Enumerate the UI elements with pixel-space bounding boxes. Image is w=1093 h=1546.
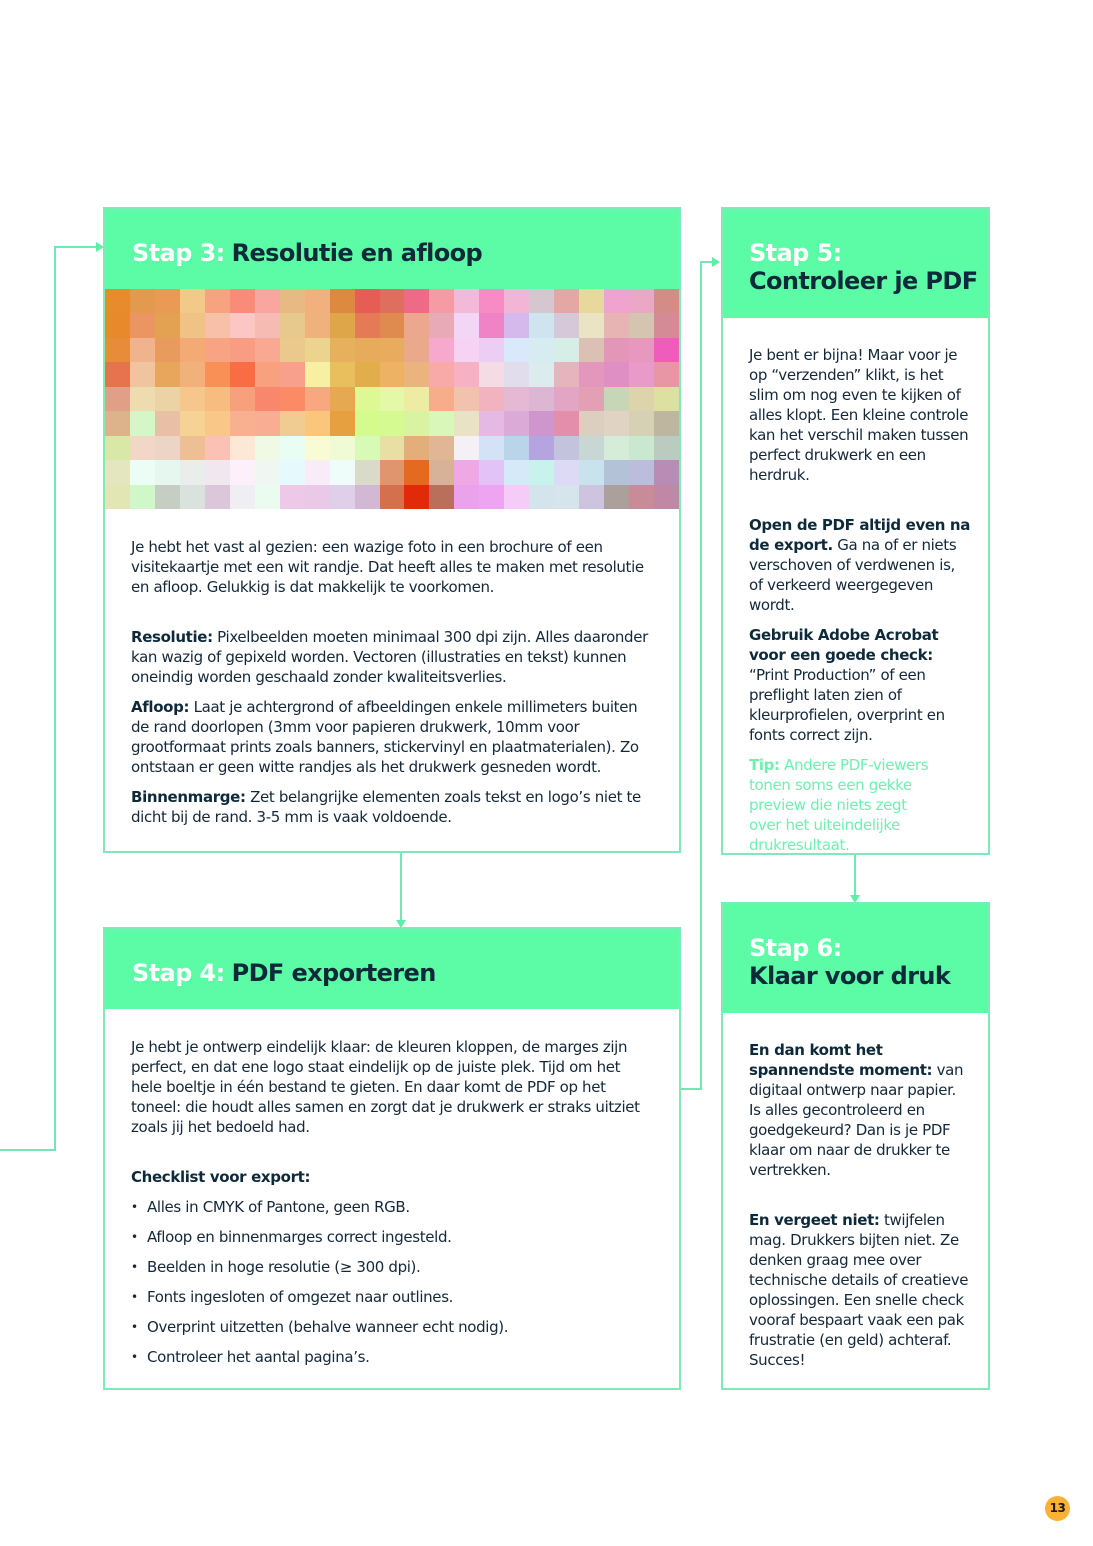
- mosaic-tile: [380, 436, 405, 460]
- mosaic-tile: [305, 436, 330, 460]
- mosaic-tile: [604, 460, 629, 484]
- checklist-item: • Fonts ingesloten of omgezet naar outlines.: [131, 1287, 653, 1317]
- mosaic-tile: [180, 338, 205, 362]
- mosaic-tile: [155, 338, 180, 362]
- mosaic-tile: [479, 436, 504, 460]
- mosaic-tile: [105, 485, 130, 509]
- stap5-intro: Je bent er bijna! Maar voor je op “verzenden” klikt, is het slim om nog even te kijken of alles klopt. Een kleine controle kan het verschil maken tussen perfect drukwerk en een herdruk.: [749, 346, 969, 484]
- mosaic-tile: [380, 411, 405, 435]
- mosaic-tile: [429, 411, 454, 435]
- mosaic-tile: [529, 289, 554, 313]
- mosaic-tile: [205, 436, 230, 460]
- mosaic-tile: [579, 362, 604, 386]
- connector-mid-vertical: [700, 261, 702, 1090]
- stap3-item: Afloop: Laat je achtergrond of afbeeldingen enkele millimeters buiten de rand doorlopen (3mm voor papieren drukwerk, 10mm voor grootformaat prints zoals banners, stickervinyl en plaatmaterialen). Zo ontstaan er geen witte randjes als het drukwerk gesneden wordt.: [131, 698, 639, 776]
- mosaic-tile: [230, 460, 255, 484]
- stap6-title: Klaar voor druk: [749, 962, 951, 990]
- stap3-card: [103, 207, 681, 853]
- checklist-item: • Overprint uitzetten (behalve wanneer echt nodig).: [131, 1317, 653, 1347]
- arrow-into-stap5-icon: [712, 257, 720, 267]
- mosaic-tile: [654, 289, 679, 313]
- mosaic-tile: [130, 338, 155, 362]
- mosaic-tile: [479, 338, 504, 362]
- mosaic-tile: [454, 289, 479, 313]
- mosaic-tile: [604, 387, 629, 411]
- mosaic-tile: [230, 485, 255, 509]
- mosaic-tile: [330, 289, 355, 313]
- stap6-step-label: Stap 6:: [749, 934, 842, 962]
- mosaic-tile: [355, 362, 380, 386]
- stap3-step-label: Stap 3:: [132, 239, 225, 267]
- mosaic-tile: [429, 313, 454, 337]
- mosaic-tile: [604, 436, 629, 460]
- connector-left-bottom: [0, 1149, 56, 1151]
- mosaic-tile: [355, 411, 380, 435]
- mosaic-tile: [130, 313, 155, 337]
- mosaic-tile: [355, 460, 380, 484]
- mosaic-tile: [130, 485, 155, 509]
- mosaic-tile: [105, 313, 130, 337]
- mosaic-tile: [205, 387, 230, 411]
- stap5-item: Gebruik Adobe Acrobat voor een goede check: “Print Production” of een preflight laten zien of kleurprofielen, overprint en fonts correct zijn.: [749, 626, 945, 744]
- mosaic-tile: [380, 485, 405, 509]
- mosaic-tile: [529, 436, 554, 460]
- checklist: [131, 1197, 653, 1377]
- mosaic-tile: [504, 362, 529, 386]
- mosaic-tile: [504, 460, 529, 484]
- mosaic-tile: [529, 460, 554, 484]
- mosaic-tile: [180, 289, 205, 313]
- mosaic-tile: [579, 387, 604, 411]
- mosaic-tile: [305, 289, 330, 313]
- mosaic-tile: [429, 338, 454, 362]
- stap5-body: [723, 318, 988, 855]
- mosaic-tile: [579, 436, 604, 460]
- mosaic-tile: [280, 485, 305, 509]
- mosaic-tile: [330, 338, 355, 362]
- stap4-header: [105, 929, 679, 1009]
- mosaic-tile: [454, 411, 479, 435]
- mosaic-tile: [205, 460, 230, 484]
- mosaic-tile: [255, 289, 280, 313]
- mosaic-tile: [280, 338, 305, 362]
- mosaic-tile: [155, 436, 180, 460]
- mosaic-tile: [130, 289, 155, 313]
- mosaic-tile: [255, 411, 280, 435]
- mosaic-tile: [404, 411, 429, 435]
- mosaic-tile: [280, 313, 305, 337]
- mosaic-tile: [629, 436, 654, 460]
- stap3-item: Resolutie: Pixelbeelden moeten minimaal 300 dpi zijn. Alles daaronder kan wazig of gepixeld worden. Vectoren (illustraties en tekst) kunnen oneindig worden geschaald zonder kwaliteitsverlies.: [131, 628, 648, 686]
- mosaic-tile: [180, 387, 205, 411]
- connector-left-vertical: [54, 246, 56, 1151]
- stap5-title: Controleer je PDF: [749, 267, 978, 295]
- mosaic-tile: [404, 436, 429, 460]
- mosaic-tile: [654, 411, 679, 435]
- mosaic-tile: [604, 313, 629, 337]
- connector-left-top: [54, 246, 96, 248]
- mosaic-tile: [105, 460, 130, 484]
- mosaic-tile: [230, 411, 255, 435]
- stap5-header: [723, 209, 988, 318]
- mosaic-tile: [180, 485, 205, 509]
- mosaic-tile: [529, 485, 554, 509]
- mosaic-tile: [355, 436, 380, 460]
- mosaic-tile: [429, 485, 454, 509]
- mosaic-tile: [554, 289, 579, 313]
- mosaic-tile: [155, 313, 180, 337]
- mosaic-tile: [180, 460, 205, 484]
- mosaic-tile: [604, 362, 629, 386]
- mosaic-tile: [155, 485, 180, 509]
- mosaic-tile: [479, 411, 504, 435]
- mosaic-tile: [355, 313, 380, 337]
- mosaic-tile: [579, 460, 604, 484]
- mosaic-tile: [629, 485, 654, 509]
- mosaic-tile: [554, 338, 579, 362]
- mosaic-tile: [629, 338, 654, 362]
- mosaic-tile: [554, 411, 579, 435]
- mosaic-tile: [654, 436, 679, 460]
- mosaic-tile: [305, 338, 330, 362]
- mosaic-tile: [155, 289, 180, 313]
- stap4-title: PDF exporteren: [231, 959, 436, 987]
- mosaic-tile: [330, 362, 355, 386]
- mosaic-tile: [305, 460, 330, 484]
- mosaic-tile: [330, 387, 355, 411]
- mosaic-tile: [554, 436, 579, 460]
- stap4-intro: Je hebt je ontwerp eindelijk klaar: de kleuren kloppen, de marges zijn perfect, en dat ene logo staat eindelijk op de juiste plek. Tijd om het hele boeltje in één bestand te gieten. En daar komt de PDF op het toneel: die houdt alles samen en zorgt dat je drukwerk er straks uitziet zoals jij het bedoeld had.: [131, 1038, 640, 1136]
- mosaic-tile: [105, 411, 130, 435]
- mosaic-tile: [629, 289, 654, 313]
- mosaic-tile: [629, 411, 654, 435]
- mosaic-tile: [205, 411, 230, 435]
- mosaic-tile: [280, 362, 305, 386]
- mosaic-tile: [404, 485, 429, 509]
- mosaic-tile: [454, 485, 479, 509]
- mosaic-tile: [579, 485, 604, 509]
- mosaic-tile: [130, 460, 155, 484]
- mosaic-tile: [604, 411, 629, 435]
- mosaic-tile: [579, 289, 604, 313]
- mosaic-tile: [554, 362, 579, 386]
- mosaic-tile: [105, 338, 130, 362]
- connector-stap5-stap6: [854, 854, 856, 896]
- mosaic-tile: [230, 387, 255, 411]
- mosaic-tile: [305, 387, 330, 411]
- mosaic-tile: [280, 460, 305, 484]
- mosaic-tile: [629, 313, 654, 337]
- mosaic-tile: [180, 313, 205, 337]
- mosaic-tile: [105, 289, 130, 313]
- mosaic-tile: [554, 313, 579, 337]
- mosaic-tile: [255, 338, 280, 362]
- mosaic-tile: [504, 338, 529, 362]
- mosaic-tile: [155, 387, 180, 411]
- stap3-header: [105, 209, 679, 289]
- stap3-title: Resolutie en afloop: [231, 239, 483, 267]
- mosaic-tile: [380, 460, 405, 484]
- connector-mid-top: [700, 261, 712, 263]
- mosaic-tile: [305, 411, 330, 435]
- mosaic-tile: [554, 485, 579, 509]
- mosaic-tile: [355, 338, 380, 362]
- checklist-item: • Controleer het aantal pagina’s.: [131, 1347, 653, 1377]
- mosaic-tile: [255, 460, 280, 484]
- mosaic-tile: [280, 411, 305, 435]
- mosaic-tile: [105, 362, 130, 386]
- mosaic-tile: [429, 436, 454, 460]
- mosaic-tile: [130, 362, 155, 386]
- mosaic-tile: [429, 387, 454, 411]
- mosaic-tile: [330, 313, 355, 337]
- mosaic-tile: [454, 387, 479, 411]
- mosaic-tile: [529, 387, 554, 411]
- mosaic-tile: [579, 411, 604, 435]
- mosaic-tile: [205, 313, 230, 337]
- mosaic-tile: [330, 460, 355, 484]
- mosaic-tile: [130, 411, 155, 435]
- mosaic-tile: [130, 387, 155, 411]
- checklist-title: Checklist voor export:: [131, 1168, 311, 1186]
- mosaic-tile: [479, 485, 504, 509]
- mosaic-tile: [654, 338, 679, 362]
- mosaic-tile: [305, 313, 330, 337]
- mosaic-tile: [529, 338, 554, 362]
- stap6-item: En dan komt het spannendste moment: van digitaal ontwerp naar papier. Is alles gecontroleerd en goedgekeurd? Dan is je PDF klaar om naar de drukker te vertrekken.: [749, 1041, 964, 1179]
- mosaic-tile: [429, 289, 454, 313]
- mosaic-tile: [355, 387, 380, 411]
- stap4-body: [105, 1009, 679, 1377]
- mosaic-tile: [579, 313, 604, 337]
- mosaic-tile: [255, 485, 280, 509]
- pixel-mosaic-image: [105, 289, 679, 509]
- mosaic-tile: [155, 411, 180, 435]
- mosaic-tile: [230, 313, 255, 337]
- stap6-body: [723, 1013, 988, 1370]
- mosaic-tile: [330, 411, 355, 435]
- mosaic-tile: [529, 313, 554, 337]
- mosaic-tile: [479, 313, 504, 337]
- mosaic-tile: [280, 387, 305, 411]
- mosaic-tile: [654, 460, 679, 484]
- mosaic-tile: [180, 362, 205, 386]
- mosaic-tile: [604, 338, 629, 362]
- mosaic-tile: [529, 411, 554, 435]
- mosaic-tile: [504, 387, 529, 411]
- mosaic-tile: [380, 338, 405, 362]
- mosaic-tile: [230, 289, 255, 313]
- mosaic-tile: [404, 338, 429, 362]
- mosaic-tile: [554, 460, 579, 484]
- mosaic-tile: [155, 460, 180, 484]
- mosaic-tile: [355, 485, 380, 509]
- mosaic-tile: [205, 485, 230, 509]
- mosaic-tile: [504, 485, 529, 509]
- mosaic-tile: [180, 436, 205, 460]
- mosaic-tile: [105, 436, 130, 460]
- mosaic-tile: [155, 362, 180, 386]
- mosaic-tile: [429, 460, 454, 484]
- mosaic-tile: [654, 362, 679, 386]
- mosaic-tile: [604, 485, 629, 509]
- stap4-step-label: Stap 4:: [132, 959, 225, 987]
- mosaic-tile: [404, 460, 429, 484]
- mosaic-tile: [280, 436, 305, 460]
- mosaic-tile: [255, 436, 280, 460]
- mosaic-tile: [504, 411, 529, 435]
- stap3-item: Binnenmarge: Zet belangrijke elementen zoals tekst en logo’s niet te dicht bij de rand. 3-5 mm is vaak voldoende.: [131, 788, 641, 826]
- mosaic-tile: [130, 436, 155, 460]
- mosaic-tile: [404, 362, 429, 386]
- mosaic-tile: [454, 460, 479, 484]
- mosaic-tile: [504, 289, 529, 313]
- mosaic-tile: [429, 362, 454, 386]
- mosaic-tile: [404, 289, 429, 313]
- mosaic-tile: [504, 313, 529, 337]
- mosaic-tile: [105, 387, 130, 411]
- mosaic-tile: [654, 313, 679, 337]
- mosaic-tile: [255, 362, 280, 386]
- mosaic-tile: [604, 289, 629, 313]
- mosaic-tile: [230, 436, 255, 460]
- mosaic-tile: [654, 485, 679, 509]
- mosaic-tile: [554, 387, 579, 411]
- mosaic-tile: [479, 362, 504, 386]
- stap5-step-label: Stap 5:: [749, 239, 842, 267]
- mosaic-tile: [529, 362, 554, 386]
- checklist-item: • Alles in CMYK of Pantone, geen RGB.: [131, 1197, 653, 1227]
- mosaic-tile: [355, 289, 380, 313]
- mosaic-tile: [579, 338, 604, 362]
- mosaic-tile: [380, 289, 405, 313]
- mosaic-tile: [454, 338, 479, 362]
- mosaic-tile: [280, 289, 305, 313]
- mosaic-tile: [479, 460, 504, 484]
- mosaic-tile: [380, 387, 405, 411]
- stap5-item: Open de PDF altijd even na de export. Ga na of er niets verschoven of verdwenen is, of verkeerd weergegeven wordt.: [749, 516, 971, 614]
- mosaic-tile: [305, 485, 330, 509]
- stap6-item: En vergeet niet: twijfelen mag. Drukkers bijten niet. Ze denken graag mee over technische details of creatieve oplossingen. Een snelle check vooraf bespaart vaak een pak frustratie (en geld) achteraf. Succes!: [749, 1211, 969, 1369]
- mosaic-tile: [454, 436, 479, 460]
- mosaic-tile: [180, 411, 205, 435]
- mosaic-tile: [404, 313, 429, 337]
- mosaic-tile: [205, 338, 230, 362]
- mosaic-tile: [255, 313, 280, 337]
- mosaic-tile: [330, 436, 355, 460]
- mosaic-tile: [629, 387, 654, 411]
- mosaic-tile: [404, 387, 429, 411]
- mosaic-tile: [230, 362, 255, 386]
- connector-stap3-stap4: [400, 852, 402, 922]
- mosaic-tile: [255, 387, 280, 411]
- mosaic-tile: [330, 485, 355, 509]
- mosaic-tile: [479, 289, 504, 313]
- stap3-body: [105, 509, 679, 827]
- mosaic-tile: [380, 313, 405, 337]
- page-number-badge: 13: [1045, 1496, 1070, 1521]
- mosaic-tile: [629, 460, 654, 484]
- mosaic-tile: [629, 362, 654, 386]
- connector-mid-bottom: [681, 1088, 702, 1090]
- checklist-item: • Afloop en binnenmarges correct ingesteld.: [131, 1227, 653, 1257]
- mosaic-tile: [504, 436, 529, 460]
- mosaic-tile: [654, 387, 679, 411]
- mosaic-tile: [479, 387, 504, 411]
- stap6-card: [721, 902, 990, 1390]
- stap3-intro: Je hebt het vast al gezien: een wazige foto in een brochure of een visitekaartje met een wit randje. Dat heeft alles te maken met resolutie en afloop. Gelukkig is dat makkelijk te voorkomen.: [131, 538, 644, 596]
- mosaic-tile: [205, 289, 230, 313]
- mosaic-tile: [454, 362, 479, 386]
- mosaic-tile: [454, 313, 479, 337]
- stap5-tip: Tip: Andere PDF-viewers tonen soms een gekke preview die niets zegt over het uiteindelijke drukresultaat.: [749, 756, 929, 854]
- mosaic-tile: [230, 338, 255, 362]
- stap5-card: [721, 207, 990, 855]
- mosaic-tile: [380, 362, 405, 386]
- checklist-item: • Beelden in hoge resolutie (≥ 300 dpi).: [131, 1257, 653, 1287]
- mosaic-tile: [205, 362, 230, 386]
- mosaic-tile: [305, 362, 330, 386]
- stap6-header: [723, 904, 988, 1013]
- stap4-card: [103, 927, 681, 1390]
